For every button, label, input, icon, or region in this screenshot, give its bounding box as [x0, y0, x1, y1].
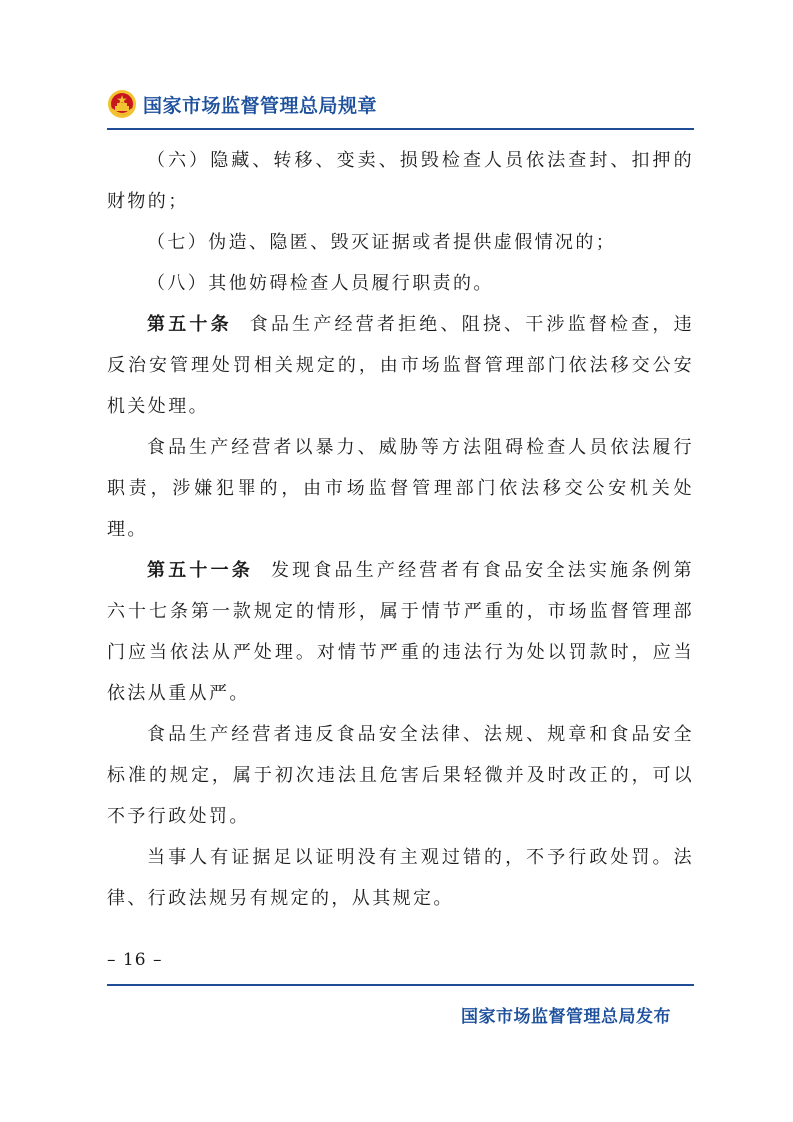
- header-title: 国家市场监督管理总局规章: [143, 94, 378, 117]
- body-paragraph: 当事人有证据足以证明没有主观过错的，不予行政处罚。法律、行政法规另有规定的，从其规定。: [107, 847, 694, 909]
- article-paragraph: 第五十一条 发现食品生产经营者有食品安全法实施条例第六十七条第一款规定的情形，属于情节严重的，市场监督管理部门应当依法从严处理。对情节严重的违法行为处以罚款时，应当依法从重从严。: [107, 560, 695, 704]
- page-number: – 16 –: [107, 950, 163, 970]
- footer-publisher: 国家市场监督管理总局发布: [461, 1007, 671, 1027]
- clause-paragraph: （七）伪造、隐匿、毁灭证据或者提供虚假情况的；: [147, 232, 617, 253]
- document-body: [107, 140, 694, 919]
- footer-rule: [107, 984, 694, 986]
- article-number: 第五十条: [147, 314, 232, 335]
- header-rule: [107, 128, 694, 130]
- clause-paragraph: （六）隐藏、转移、变卖、损毁检查人员依法查封、扣押的财物的；: [107, 150, 694, 212]
- article-number: 第五十一条: [147, 560, 253, 581]
- document-header: [107, 84, 377, 124]
- national-emblem-icon: [107, 89, 137, 119]
- body-paragraph: 食品生产经营者违反食品安全法律、法规、规章和食品安全标准的规定，属于初次违法且危害后果轻微并及时改正的，可以不予行政处罚。: [107, 724, 694, 827]
- body-paragraph: 食品生产经营者以暴力、威胁等方法阻碍检查人员依法履行职责，涉嫌犯罪的，由市场监督管理部门依法移交公安机关处理。: [107, 437, 694, 540]
- clause-paragraph: （八）其他妨碍检查人员履行职责的。: [147, 273, 494, 294]
- article-paragraph: 第五十条 食品生产经营者拒绝、阻挠、干涉监督检查，违反治安管理处罚相关规定的，由市场监督管理部门依法移交公安机关处理。: [107, 314, 694, 417]
